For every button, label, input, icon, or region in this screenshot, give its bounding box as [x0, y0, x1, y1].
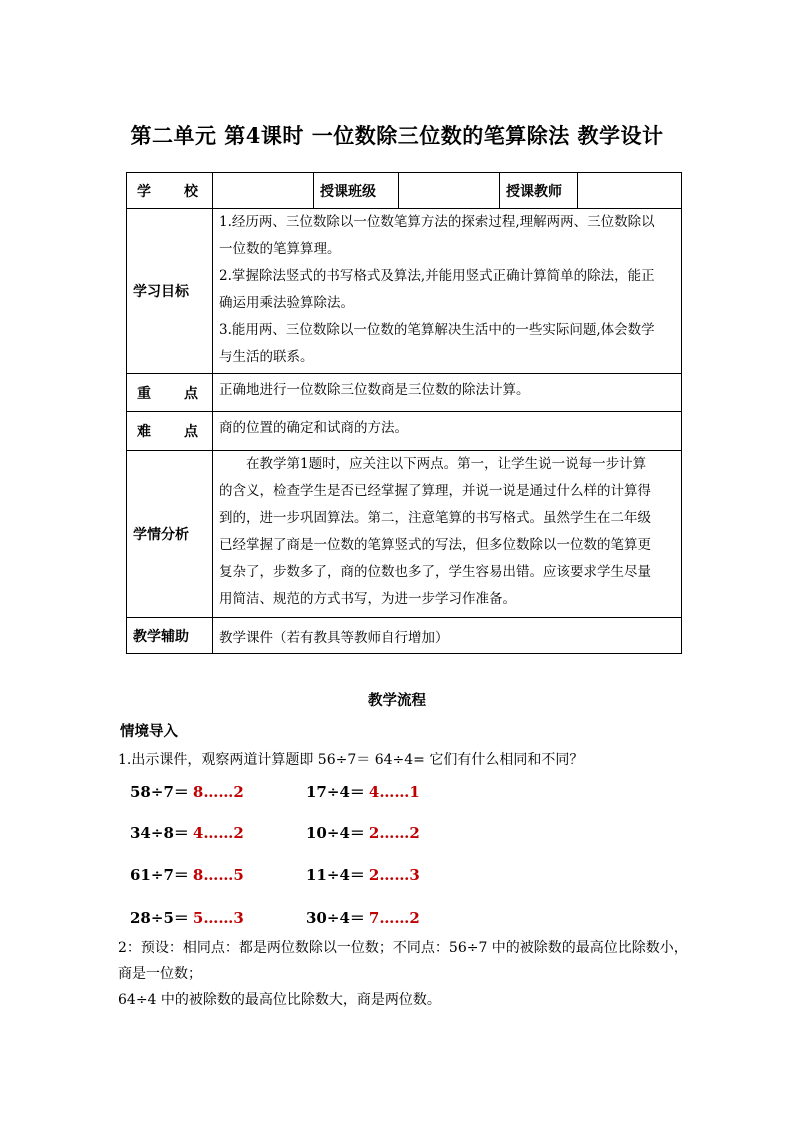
goal-line: 2.掌握除法竖式的书写格式及算法,并能用竖式正确计算简单的除法，能正 [219, 268, 655, 284]
equation-expr: 58÷7＝ [130, 783, 189, 801]
equation-expr: 30÷4＝ [306, 909, 365, 927]
equation-answer: 7……2 [368, 909, 420, 927]
lesson-info-table [126, 172, 682, 654]
analysis-cell [213, 451, 682, 618]
difficulty-label-cell [127, 412, 213, 451]
analysis-line: 到的，进一步巩固算法。第二，注意笔算的书写格式。虽然学生在二年级 [219, 510, 651, 526]
intro-title: 情境导入 [120, 723, 178, 740]
equation-answer: 2……3 [368, 866, 420, 884]
equation [130, 907, 244, 928]
answer-line-2: 商是一位数； [118, 966, 202, 982]
equation-expr: 34÷8＝ [130, 824, 189, 842]
aids-label: 教学辅助 [127, 618, 213, 654]
equation [306, 864, 420, 885]
aids-text: 教学课件（若有教具等教师自行增加） [213, 618, 682, 654]
equation-answer: 5……3 [192, 909, 244, 927]
answer-line-1: 2：预设：相同点：都是两位数除以一位数；不同点：56÷7 中的被除数的最高位比除数小， [118, 940, 688, 956]
equation-answer: 4……2 [192, 824, 244, 842]
key-point-label-cell [127, 374, 213, 412]
goals-label: 学习目标 [127, 209, 213, 374]
analysis-line: 用简洁、规范的方式书写，为进一步学习作准备。 [219, 591, 516, 607]
equation-answer: 2……2 [368, 824, 420, 842]
answer-line-3: 64÷4 中的被除数的最高位比除数大，商是两位数。 [118, 992, 441, 1008]
goal-line: 一位数的笔算算理。 [219, 241, 341, 257]
equation-answer: 8……5 [192, 866, 244, 884]
goal-line: 确运用乘法验算除法。 [219, 295, 354, 311]
question-1: 1.出示课件，观察两道计算题即 56÷7＝ 64÷4= 它们有什么相同和不同？ [118, 752, 584, 768]
goal-line: 1.经历两、三位数除以一位数笔算方法的探索过程,理解两两、三位数除以 [219, 214, 655, 230]
analysis-line: 在教学第1题时，应关注以下两点。第一，让学生说一说每一步计算 [246, 456, 647, 472]
equation-expr: 17÷4＝ [306, 783, 365, 801]
equation-expr: 28÷5＝ [130, 909, 189, 927]
analysis-line: 已经掌握了商是一位数的笔算竖式的写法，但多位数除以一位数的笔算更 [219, 537, 651, 553]
equation [130, 781, 244, 802]
equation-expr: 61÷7＝ [130, 866, 189, 884]
flow-title: 教学流程 [368, 692, 426, 709]
diff-label-b: 点 [184, 424, 198, 440]
school-label-cell [127, 173, 213, 209]
goal-line: 与生活的联系。 [219, 349, 314, 365]
document-title: 第二单元 第4课时 一位数除三位数的笔算除法 教学设计 [130, 123, 664, 148]
teacher-value-cell [578, 173, 682, 209]
equation [306, 781, 420, 802]
equation [306, 822, 420, 843]
analysis-line: 复杂了，步数多了，商的位数也多了，学生容易出错。应该要求学生尽量 [219, 564, 651, 580]
equation [130, 864, 244, 885]
equation [130, 822, 244, 843]
analysis-label: 学情分析 [127, 451, 213, 618]
key-point-text: 正确地进行一位数除三位数商是三位数的除法计算。 [213, 374, 682, 412]
equation [306, 907, 420, 928]
school-label-a: 学 [137, 183, 151, 200]
difficulty-text: 商的位置的确定和试商的方法。 [213, 412, 682, 451]
goal-line: 3.能用两、三位数除以一位数的笔算解决生活中的一些实际问题,体会数学 [219, 322, 655, 338]
equation-expr: 11÷4＝ [306, 866, 365, 884]
equation-answer: 8……2 [192, 783, 244, 801]
goals-cell [213, 209, 682, 374]
equation-answer: 4……1 [368, 783, 420, 801]
key-label-b: 点 [184, 385, 198, 402]
class-label: 授课班级 [314, 173, 399, 209]
diff-label-a: 难 [137, 424, 151, 440]
class-value-cell [399, 173, 500, 209]
equation-expr: 10÷4＝ [306, 824, 365, 842]
analysis-line: 的含义，检查学生是否已经掌握了算理，并说一说是通过什么样的计算得 [219, 483, 651, 499]
teacher-label: 授课教师 [500, 173, 578, 209]
school-value-cell [213, 173, 314, 209]
school-label-b: 校 [184, 183, 198, 200]
key-label-a: 重 [137, 385, 151, 402]
